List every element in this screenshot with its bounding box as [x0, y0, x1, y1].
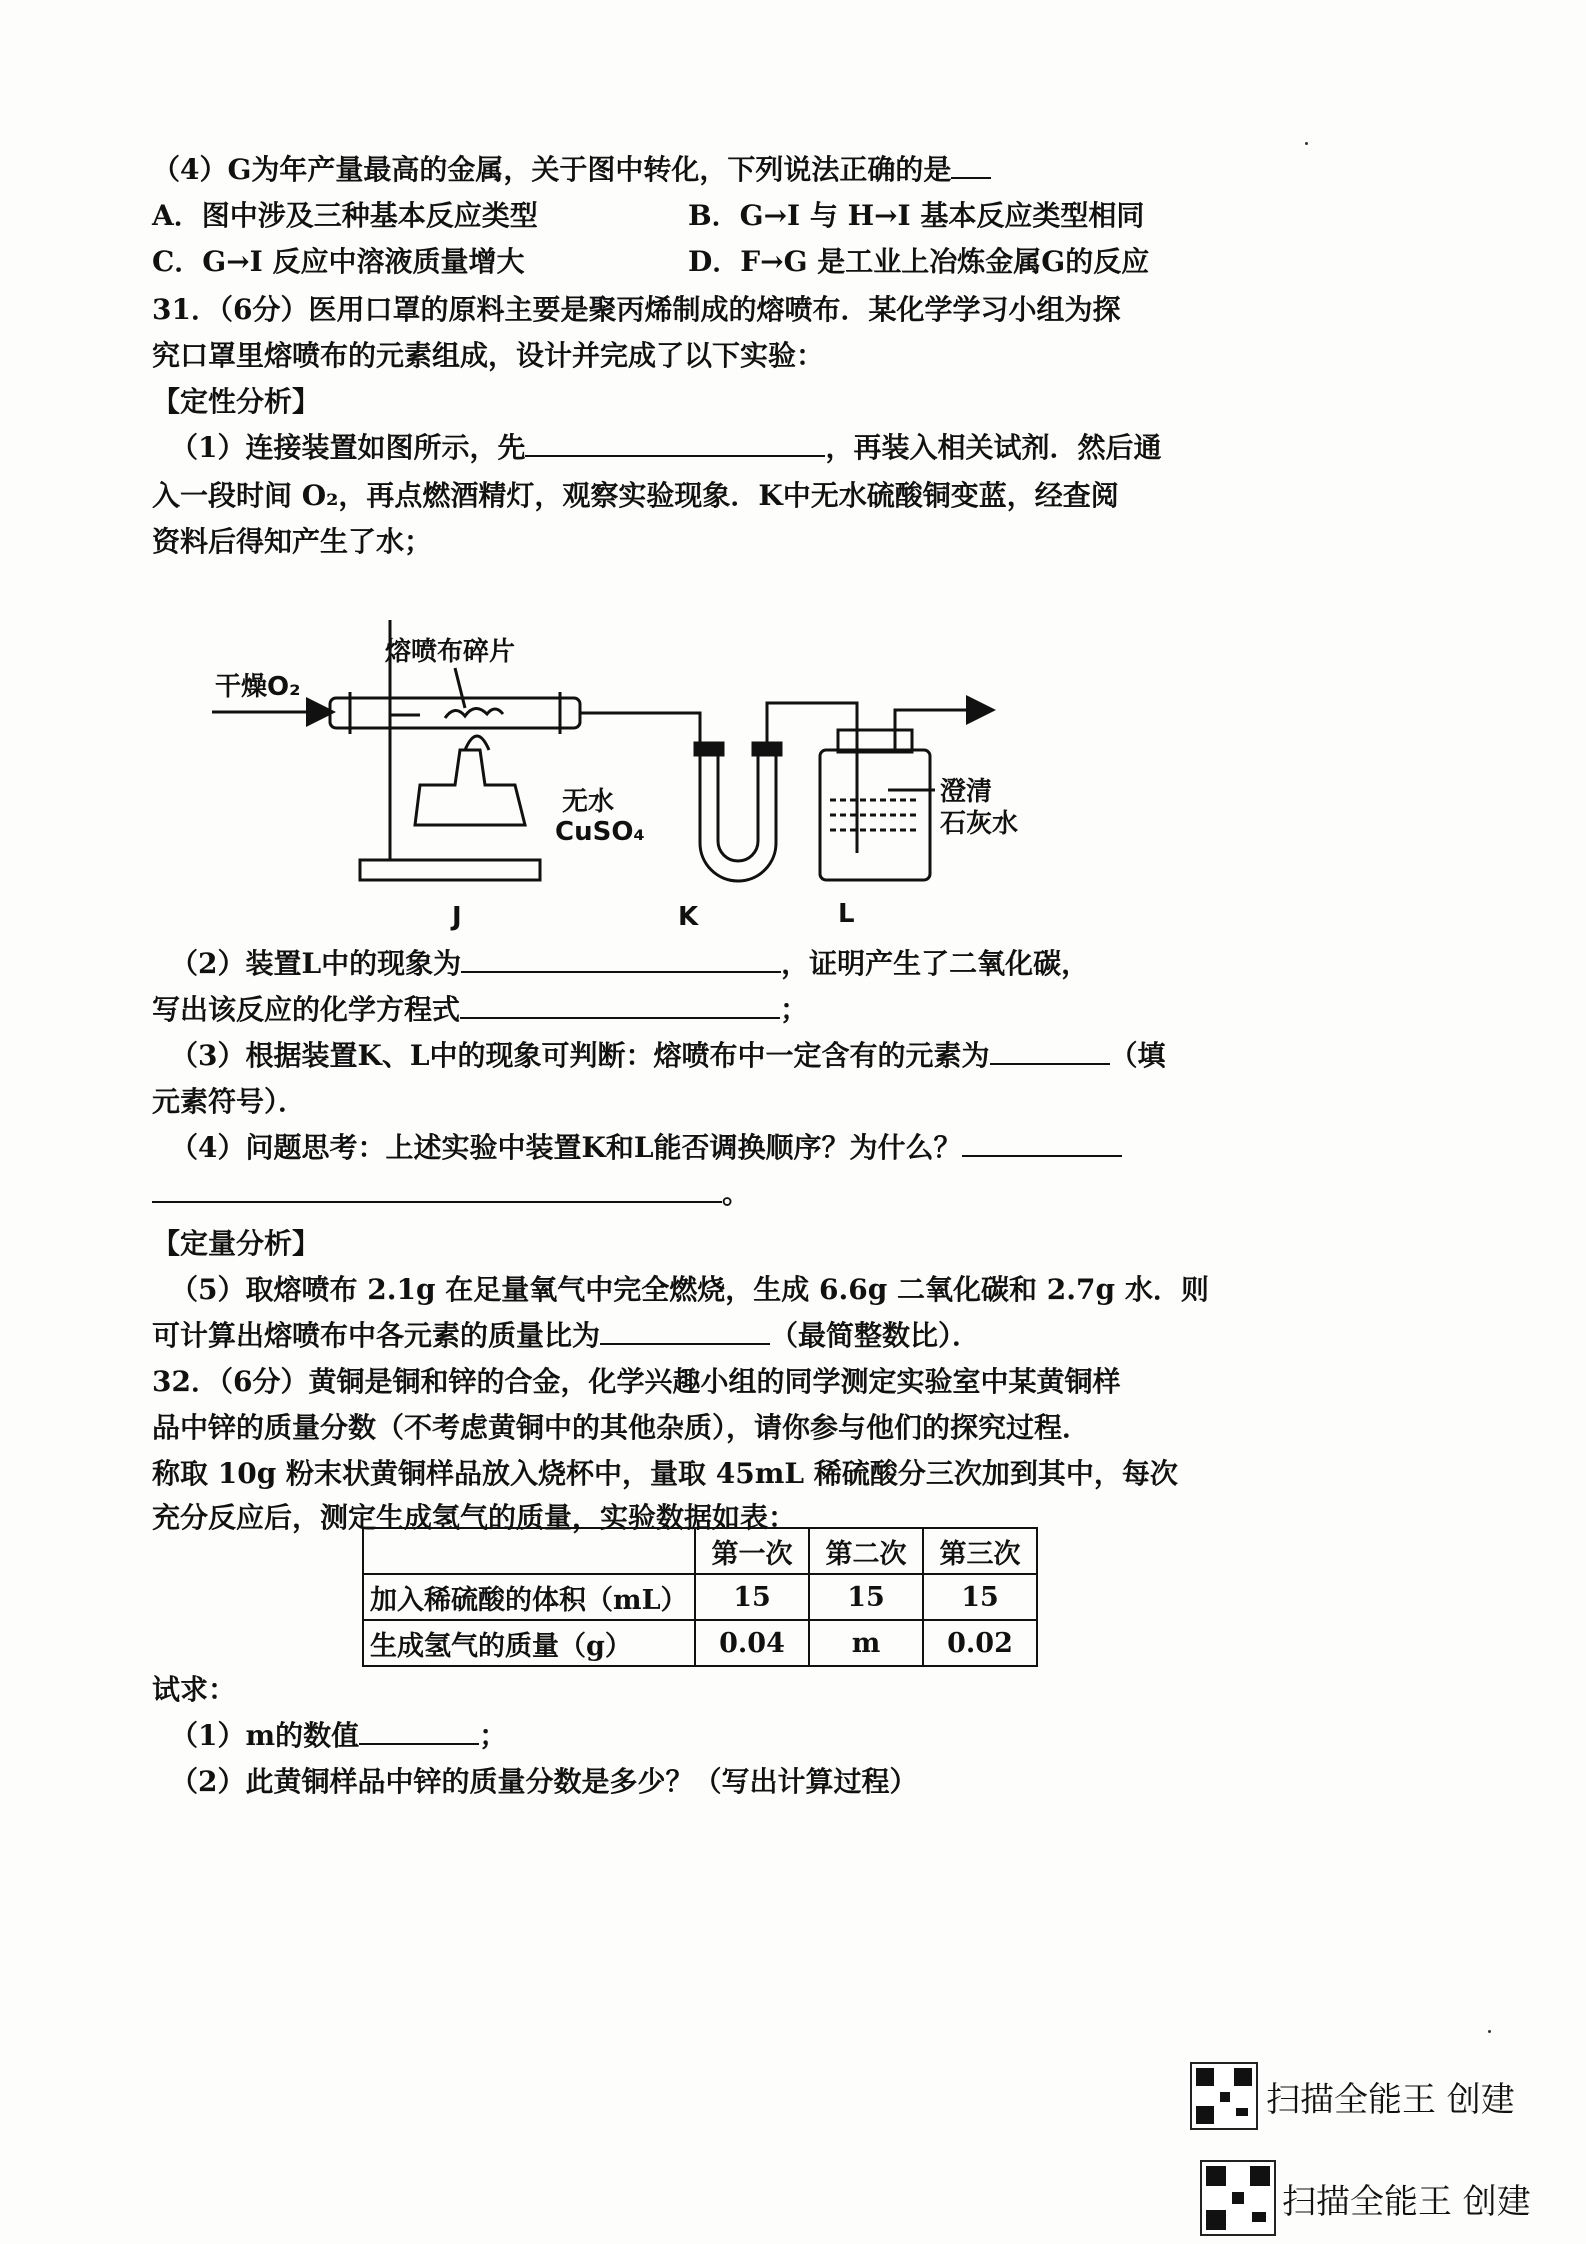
scan-speck: [1305, 142, 1308, 145]
label-l: L: [838, 899, 855, 929]
limewater-label-1: 澄清: [940, 777, 993, 807]
scanner-watermark: 扫描全能王 创建: [1266, 2080, 1515, 2120]
table-cell: 0.04: [695, 1620, 809, 1666]
q31-p1-line2: 入一段时间 O₂，再点燃酒精灯，观察实验现象．K中无水硫酸铜变蓝，经查阅: [152, 479, 1119, 512]
apparatus-diagram: [190, 610, 1019, 932]
cuso4-label-2: CuSO₄: [555, 817, 645, 847]
combustion-tube: [330, 698, 580, 728]
q32-a2: （2）此黄铜样品中锌的质量分数是多少？（写出计算过程）: [170, 1765, 918, 1798]
q31-p5-line1: （5）取熔喷布 2.1g 在足量氧气中完全燃烧，生成 6.6g 二氧化碳和 2.7g 水．则: [170, 1273, 1209, 1306]
q32-intro-3: 称取 10g 粉末状黄铜样品放入烧杯中，量取 45mL 稀硫酸分三次加到其中，每次: [152, 1457, 1178, 1490]
o2-label: 干燥O₂: [215, 672, 301, 702]
qr-code-icon: [1190, 2062, 1258, 2130]
flame: [465, 736, 489, 750]
scan-speck: [1488, 2030, 1491, 2033]
table-header-cell: 第一次: [695, 1528, 809, 1574]
q32-ask: 试求：: [152, 1673, 237, 1706]
table-cell: 加入稀硫酸的体积（mL）: [363, 1574, 695, 1620]
answer-blank[interactable]: [951, 155, 991, 179]
q32-intro-2: 品中锌的质量分数（不考虑黄铜中的其他杂质），请你参与他们的探究过程．: [152, 1411, 1091, 1444]
fabric-label: 熔喷布碎片: [385, 637, 516, 667]
q31-p3-line2: 元素符号）．: [152, 1085, 307, 1118]
q32-a1: （1）m的数值 ；: [170, 1719, 508, 1752]
answer-blank[interactable]: [990, 1041, 1110, 1065]
table-header-cell: 第二次: [809, 1528, 923, 1574]
table-cell: 15: [809, 1574, 923, 1620]
table-row: [363, 1620, 1037, 1666]
table-header-cell: [363, 1528, 695, 1574]
answer-blank[interactable]: [460, 995, 780, 1019]
label-k: K: [678, 902, 699, 932]
table-header-row: [363, 1528, 1037, 1574]
table-cell: m: [809, 1620, 923, 1666]
q31-p2-line2: 写出该反应的化学方程式 ；: [152, 993, 809, 1026]
q30-4-option-d: D．F→G 是工业上冶炼金属G的反应: [688, 245, 1150, 278]
table-row: [363, 1574, 1037, 1620]
label-j: J: [452, 902, 462, 932]
answer-blank[interactable]: [152, 1179, 722, 1203]
q30-4-option-c: C．G→I 反应中溶液质量增大: [152, 245, 525, 278]
q32-intro-1: 32．（6分）黄铜是铜和锌的合金，化学兴趣小组的同学测定实验室中某黄铜样: [152, 1365, 1121, 1398]
alcohol-lamp: [415, 750, 525, 825]
q30-4-option-a: A．图中涉及三种基本反应类型: [152, 199, 538, 232]
q31-intro-2: 究口罩里熔喷布的元素组成，设计并完成了以下实验：: [152, 339, 825, 372]
scanner-watermark: 扫描全能王 创建: [1282, 2182, 1531, 2222]
stand-base: [360, 860, 540, 880]
limewater-label-2: 石灰水: [940, 809, 1019, 839]
q32-intro-4: 充分反应后，测定生成氢气的质量，实验数据如表：: [152, 1501, 797, 1534]
qualitative-heading: 【定性分析】: [152, 385, 321, 418]
q31-p4-line1: （4）问题思考：上述实验中装置K和L能否调换顺序？为什么？: [170, 1130, 1122, 1165]
answer-blank[interactable]: [461, 949, 781, 973]
fabric-pieces: [445, 708, 503, 718]
qr-code-icon: [1200, 2160, 1276, 2236]
q31-p2-line1: （2）装置L中的现象为 ，证明产生了二氧化碳，: [170, 947, 1090, 980]
q31-p1-line1: （1）连接装置如图所示，先 ，再装入相关试剂．然后通: [170, 431, 1162, 464]
answer-blank[interactable]: [359, 1721, 479, 1745]
table-cell: 15: [923, 1574, 1037, 1620]
answer-blank[interactable]: [525, 433, 825, 457]
cuso4-label-1: 无水: [562, 787, 615, 817]
table-cell: 15: [695, 1574, 809, 1620]
q31-p4-line2: 。: [152, 1176, 750, 1211]
quantitative-heading: 【定量分析】: [152, 1227, 321, 1260]
data-table: [362, 1527, 1038, 1667]
table-header-cell: 第三次: [923, 1528, 1037, 1574]
q31-p1-line3: 资料后得知产生了水；: [152, 525, 433, 558]
q31-intro-1: 31．（6分）医用口罩的原料主要是聚丙烯制成的熔喷布．某化学学习小组为探: [152, 293, 1121, 326]
q30-4-stem: （4）G为年产量最高的金属，关于图中转化，下列说法正确的是: [152, 152, 991, 187]
answer-blank[interactable]: [600, 1321, 770, 1345]
q31-p3-line1: （3）根据装置K、L中的现象可判断：熔喷布中一定含有的元素为 （填: [170, 1039, 1166, 1072]
q31-p5-line2: 可计算出熔喷布中各元素的质量比为 （最简整数比）．: [152, 1319, 981, 1352]
table-cell: 生成氢气的质量（g）: [363, 1620, 695, 1666]
q30-4-option-b: B．G→I 与 H→I 基本反应类型相同: [688, 199, 1145, 232]
answer-blank[interactable]: [962, 1133, 1122, 1157]
table-cell: 0.02: [923, 1620, 1037, 1666]
